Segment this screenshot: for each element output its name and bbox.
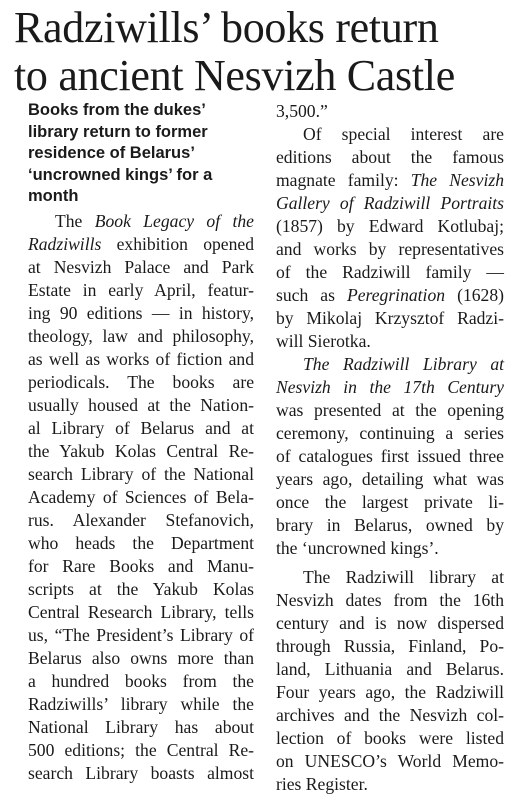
body-line: by Mikolaj Krzysztof Radzi- [276, 308, 504, 328]
deck-line: month [28, 187, 79, 205]
body-line: lection of books were listed [276, 728, 504, 748]
deck-line: ‘uncrowned kings’ for a [28, 165, 213, 184]
body-line: Estate in early April, featur- [28, 279, 254, 300]
article-deck [28, 100, 254, 208]
body-line: 3,500.” [276, 101, 328, 121]
body-line [276, 169, 504, 192]
body-line [276, 284, 504, 307]
body-line: 500 editions; the Central Re- [28, 739, 254, 760]
body-line: century and is now dispersed [276, 613, 504, 633]
body-line: of the Radziwill family — [276, 262, 504, 282]
text-run: magnate family: [276, 170, 411, 190]
body-line: Radziwills’ library while the [28, 693, 254, 714]
body-line: a hundred books from the [28, 670, 254, 691]
deck-line: residence of Belarus’ [28, 144, 195, 162]
body-line: through Russia, Finland, Po- [276, 636, 504, 656]
body-line: periodicals. The books are [28, 371, 254, 392]
body-line: ries Register. [276, 774, 368, 794]
body-line: scripts at the Yakub Kolas [28, 578, 254, 599]
italic-title: Book Legacy of the [94, 210, 254, 231]
body-line: Central Research Library, tells [28, 601, 254, 622]
body-line [276, 376, 504, 399]
body-line: the ‘uncrowned kings’. [276, 538, 439, 558]
body-paragraph [276, 566, 504, 796]
body-line: (1857) by Edward Kotlubaj; [276, 216, 504, 236]
body-line: Academy of Sciences of Bela- [28, 486, 254, 507]
body-line: on UNESCO’s World Memo- [276, 751, 504, 771]
body-line: theology, law and philosophy, [28, 325, 254, 346]
body-line: land, Lithuania and Belarus. [276, 659, 504, 679]
body-line: Belarus also owns more than [28, 647, 254, 668]
body-paragraph [276, 353, 504, 560]
body-line: years ago, detailing what was [276, 469, 504, 489]
body-line [276, 353, 504, 376]
body-line: ceremony, continuing a series [276, 423, 504, 443]
body-line: as well as works of fiction and [28, 348, 254, 369]
body-line: once the largest private li- [276, 492, 504, 512]
text-run: The [55, 210, 95, 231]
headline-line: to ancient Nesvizh Castle [14, 51, 455, 100]
body-line: search Library boasts almost [28, 762, 254, 783]
body-line: Four years ago, the Radziwill [276, 682, 504, 702]
body-line: and works by representatives [276, 239, 504, 259]
body-line [28, 210, 254, 233]
body-paragraph [28, 210, 254, 785]
body-line: editions about the famous [276, 147, 504, 167]
headline-line: Radziwills’ books return [14, 3, 439, 52]
text-run: such as [276, 285, 347, 305]
body-paragraph [276, 123, 504, 353]
text-run: exhibition opened [101, 233, 254, 254]
body-line: brary in Belarus, owned by [276, 515, 504, 535]
body-line: The Radziwill library at [303, 567, 504, 587]
italic-title: Gallery of Radziwill Portraits [276, 193, 504, 213]
body-line [276, 192, 504, 215]
body-line: us, “The President’s Library of [28, 624, 254, 645]
body-line: who heads the Department [28, 532, 254, 553]
deck-line: library return to former [28, 122, 208, 141]
body-line: ing 90 editions — in history, [28, 302, 254, 323]
italic-title: Nesvizh in the 17th Century [276, 377, 504, 397]
italic-title: Peregrination [346, 285, 446, 305]
deck-line: Books from the dukes’ [28, 101, 206, 119]
body-line: al Library of Belarus and at [28, 417, 254, 438]
left-column [28, 100, 254, 785]
body-paragraph [276, 100, 504, 123]
body-line: Of special interest are [303, 124, 504, 144]
body-line: the Yakub Kolas Central Re- [28, 440, 254, 461]
body-line: rus. Alexander Stefanovich, [28, 509, 254, 530]
body-line: at Nesvizh Palace and Park [28, 256, 254, 277]
body-line: archives and the Nesvizh col- [276, 705, 504, 725]
italic-title: The Radziwill Library at [303, 354, 504, 374]
right-column [276, 100, 504, 796]
body-line: usually housed at the Nation- [28, 394, 254, 415]
body-line: for Rare Books and Manu- [28, 555, 254, 576]
text-run: (1628) [445, 285, 504, 305]
body-line: search Library of the National [28, 463, 254, 484]
italic-title: Radziwills [28, 233, 102, 254]
body-line [28, 233, 254, 256]
body-line: of catalogues first issued three [276, 446, 504, 466]
italic-title: The Nesvizh [410, 170, 504, 190]
body-line: will Sierotka. [276, 331, 371, 351]
body-line: National Library has about [28, 716, 254, 737]
body-line: was presented at the opening [276, 400, 504, 420]
article-headline [14, 4, 514, 100]
body-line: Nesvizh dates from the 16th [276, 590, 504, 610]
